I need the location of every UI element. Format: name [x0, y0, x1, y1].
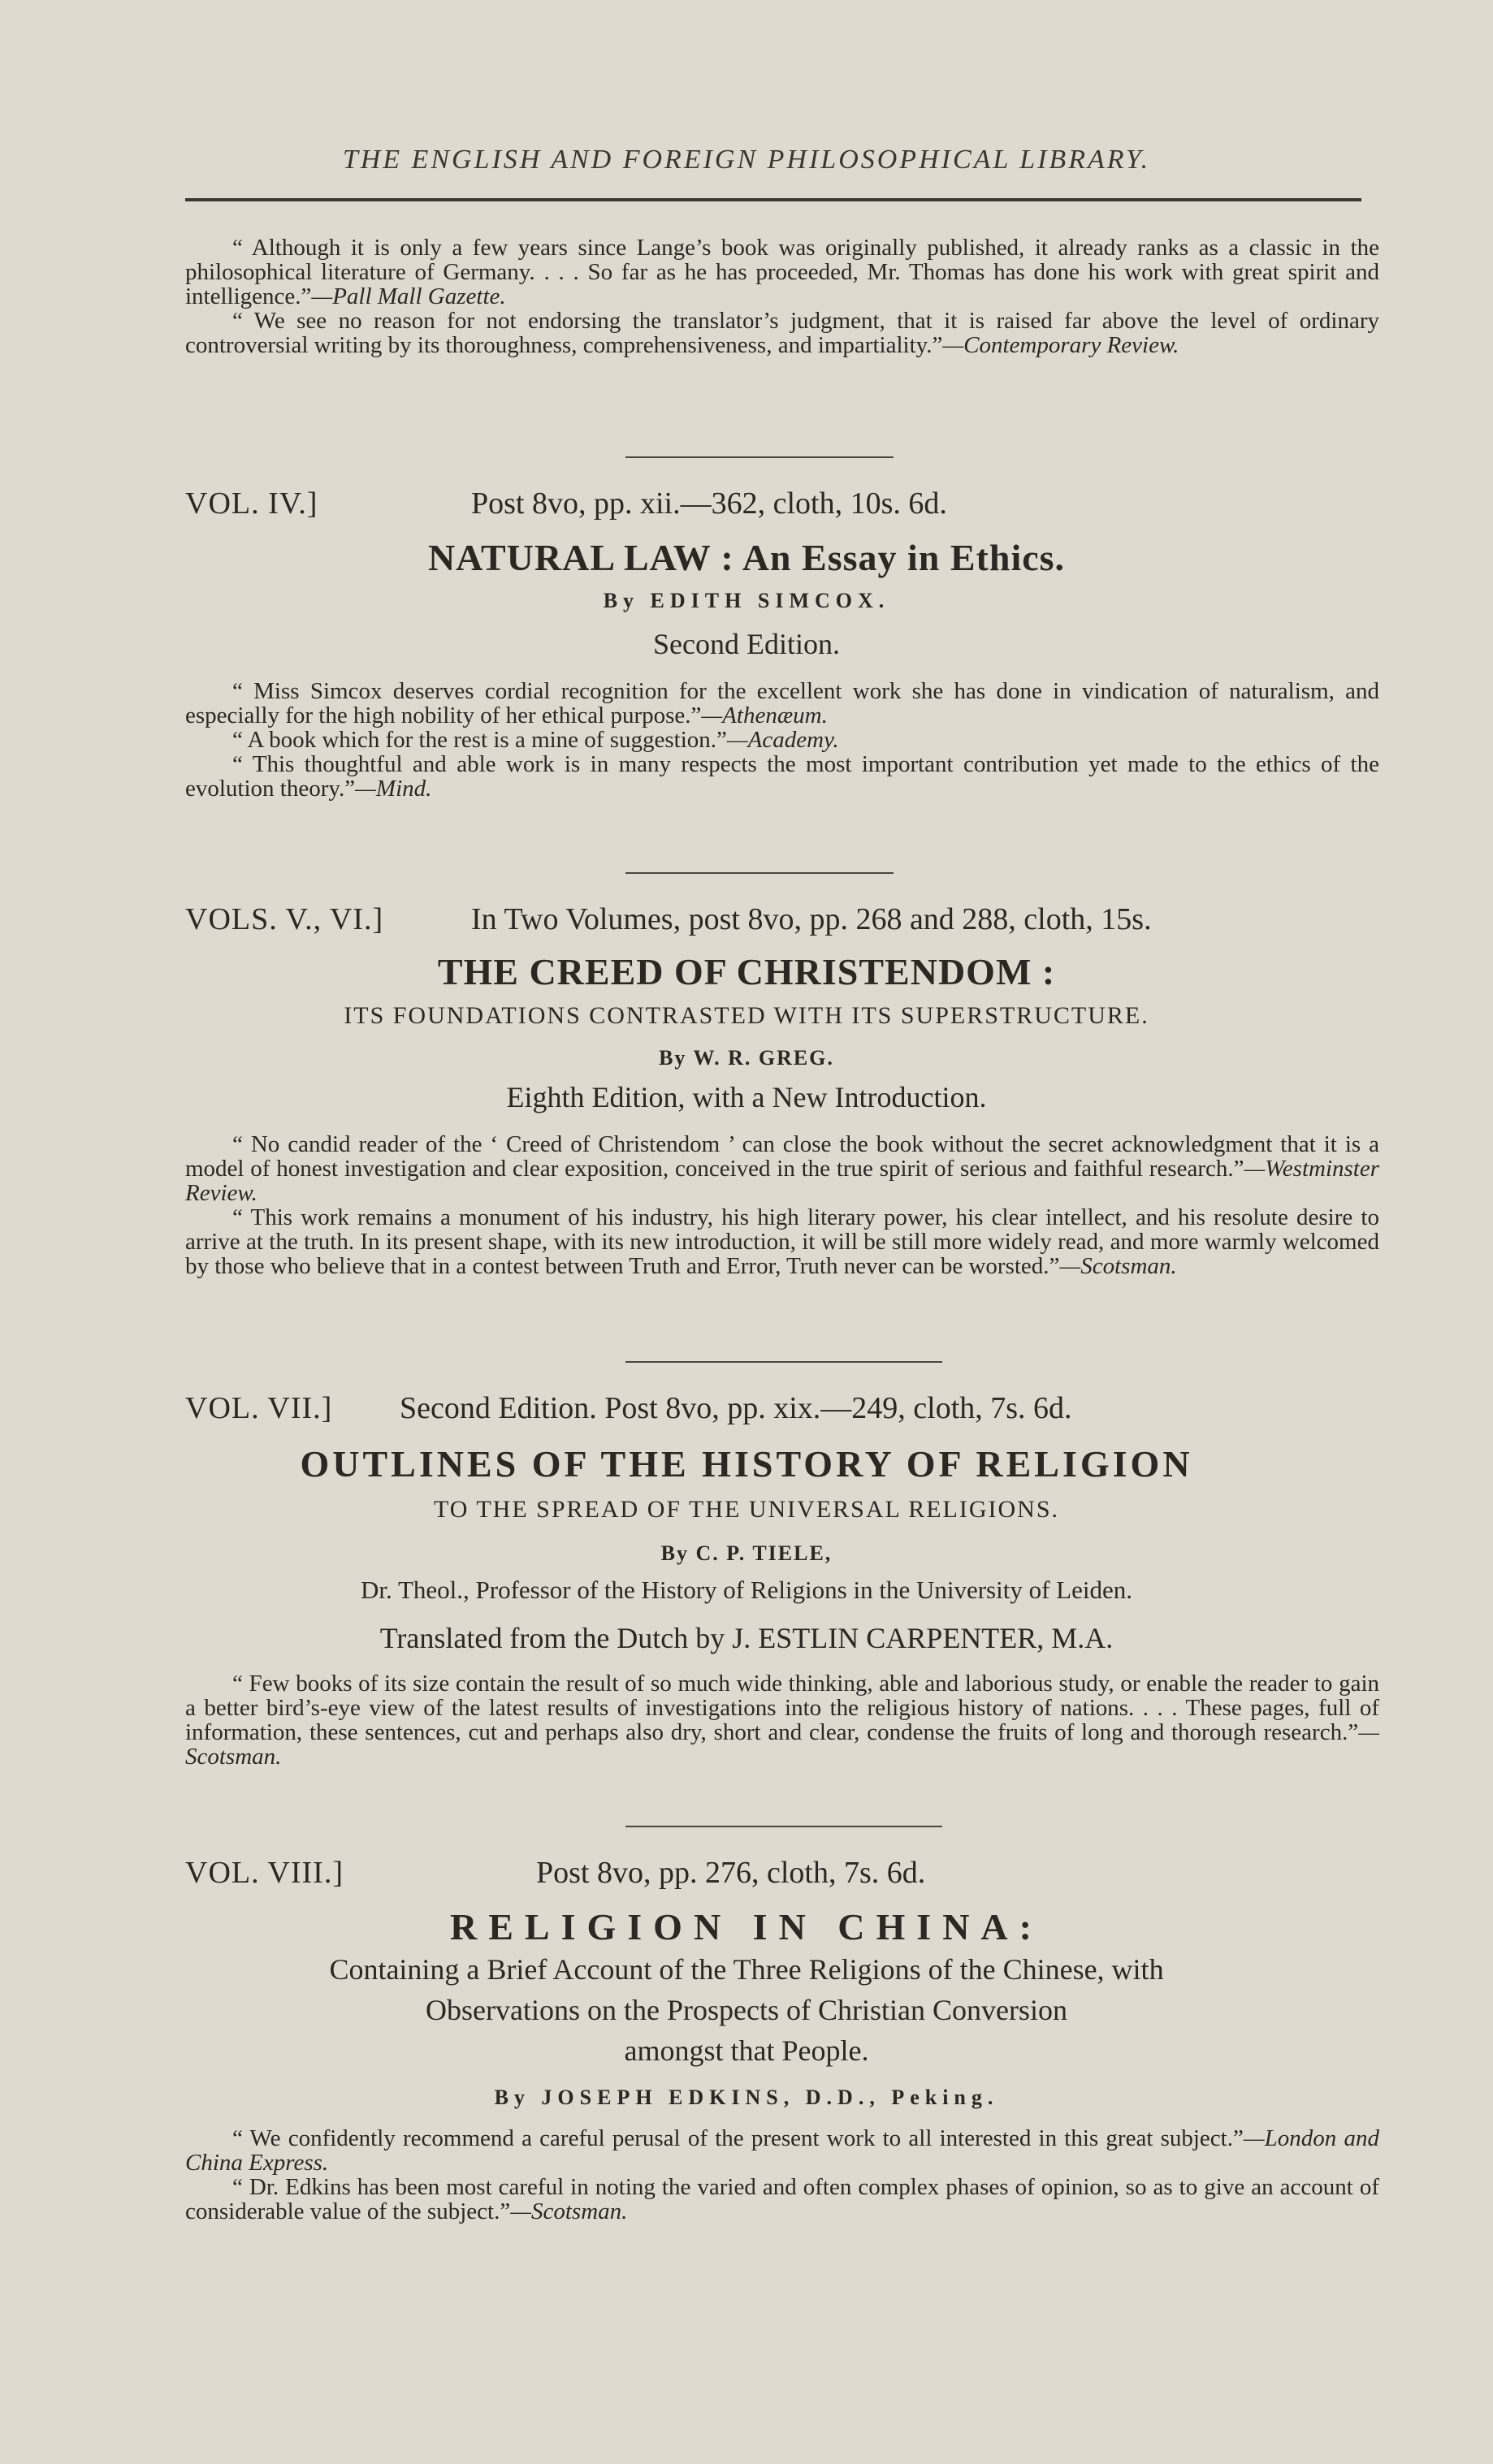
- review-quote: “ Dr. Edkins has been most careful in noting the varied and often complex phases of opinion, so as to give an account of considerable value of the subject.”—Scotsman.: [185, 2174, 1379, 2224]
- vol-7-header: [185, 1390, 1363, 1431]
- review-quote: “ This work remains a monument of his industry, his high literary power, his clear intellect, and his resolute desire to arrive at the truth. In its present shape, with its new introduction, it will be still more widely read, and more warmly welcomed by those who believe that in a contest between Truth and Error, Truth never can be worsted.”—Scotsman.: [185, 1204, 1379, 1279]
- vol-4-title: NATURAL LAW : An Essay in Ethics.: [427, 537, 1066, 578]
- vol-5-6-edition: Eighth Edition, with a New Introduction.: [506, 1081, 987, 1113]
- header-rule: [185, 198, 1361, 201]
- review-quote: “ A book which for the rest is a mine of suggestion.”—Academy.: [232, 727, 839, 753]
- review-quote: “ We confidently recommend a careful perusal of the present work to all interested in this great subject.”—London and China Express.: [185, 2125, 1379, 2176]
- vol-8-title: RELIGION IN CHINA:: [450, 1906, 1043, 1947]
- vol-7-title: OUTLINES OF THE HISTORY OF RELIGION: [300, 1443, 1193, 1485]
- vol-7-credentials: Dr. Theol., Professor of the History of Religions in the University of Leiden.: [361, 1576, 1132, 1604]
- vol-8-header: [185, 1855, 1363, 1896]
- vol-4-byline: By EDITH SIMCOX.: [603, 589, 890, 612]
- vol-7-translation: Translated from the Dutch by J. ESTLIN CARPENTER, M.A.: [379, 1622, 1114, 1654]
- vol-label: VOL. VII.]: [185, 1391, 333, 1425]
- separator-rule: [625, 872, 894, 874]
- vol-info: Post 8vo, pp. xii.—362, cloth, 10s. 6d.: [471, 486, 947, 521]
- vol-label: VOL. IV.]: [185, 486, 318, 521]
- vol-8-desc-line: Containing a Brief Account of the Three Religions of the Chinese, with: [329, 1953, 1164, 1986]
- vol-info: Post 8vo, pp. 276, cloth, 7s. 6d.: [536, 1856, 926, 1890]
- vol-label: VOL. VIII.]: [185, 1856, 344, 1890]
- vol-8-desc-line: amongst that People.: [624, 2034, 869, 2067]
- vol-8-byline: By JOSEPH EDKINS, D.D., Peking.: [494, 2086, 999, 2109]
- vol-8-quotes: [185, 2126, 1379, 2224]
- vol-5-6-title: THE CREED OF CHRISTENDOM :: [437, 951, 1056, 992]
- review-quote: “ We see no reason for not endorsing the translator’s judgment, that it is raised far above the level of ordinary controversial writing by its thoroughness, comprehensiveness, and impartiality.”—Contemporary Review.: [185, 308, 1379, 358]
- separator-rule: [625, 1826, 942, 1827]
- vol-8-desc-line: Observations on the Prospects of Christian Conversion: [426, 1994, 1067, 2026]
- vol-4-edition: Second Edition.: [653, 628, 840, 660]
- review-quote: “ Miss Simcox deserves cordial recognition for the excellent work she has done in vindication of naturalism, and especially for the high nobility of her ethical purpose.”—Athenæum.: [185, 678, 1379, 728]
- intro-quotes: [185, 236, 1379, 357]
- vol-5-6-header: [185, 901, 1363, 942]
- running-head: THE ENGLISH AND FOREIGN PHILOSOPHICAL LIBRARY.: [342, 145, 1151, 175]
- vol-5-6-byline: By W. R. GREG.: [659, 1046, 834, 1070]
- vol-info: Second Edition. Post 8vo, pp. xix.—249, cloth, 7s. 6d.: [400, 1391, 1072, 1425]
- vol-4-quotes: [185, 679, 1379, 801]
- vol-7-byline: By C. P. TIELE,: [660, 1541, 833, 1565]
- vol-info: In Two Volumes, post 8vo, pp. 268 and 288, cloth, 15s.: [471, 902, 1152, 936]
- vol-5-6-subtitle: ITS FOUNDATIONS CONTRASTED WITH ITS SUPERSTRUCTURE.: [344, 1002, 1149, 1029]
- review-quote: “ Few books of its size contain the result of so much wide thinking, able and laborious study, or enable the reader to gain a better bird’s-eye view of the latest results of investigations into the religious history of nations. . . . These pages, full of information, these sentences, cut and perhaps also dry, short and clear, condense the fruits of long and thorough research.”—Scotsman.: [185, 1671, 1379, 1770]
- vol-5-6-quotes: [185, 1132, 1379, 1278]
- vol-4-header: [185, 486, 1363, 526]
- vol-7-subtitle: TO THE SPREAD OF THE UNIVERSAL RELIGIONS.: [433, 1496, 1060, 1523]
- review-quote: “ This thoughtful and able work is in many respects the most important contribution yet made to the ethics of the evolution theory.”—Mind.: [185, 751, 1379, 802]
- review-quote: “ Although it is only a few years since Lange’s book was originally published, it already ranks as a classic in the philosophical literature of Germany. . . . So far as he has proceeded, Mr. Thomas has done his work with great spirit and intelligence.”—Pall Mall Gazette.: [185, 235, 1379, 309]
- vol-label: VOLS. V., VI.]: [185, 902, 384, 936]
- separator-rule: [625, 456, 894, 458]
- separator-rule: [625, 1361, 942, 1363]
- review-quote: “ No candid reader of the ‘ Creed of Christendom ’ can close the book without the secret acknowledgment that it is a model of honest investigation and clear exposition, conceived in the true spirit of serious and faithful research.”—Westminster Review.: [185, 1131, 1379, 1206]
- vol-7-quotes: [185, 1671, 1379, 1769]
